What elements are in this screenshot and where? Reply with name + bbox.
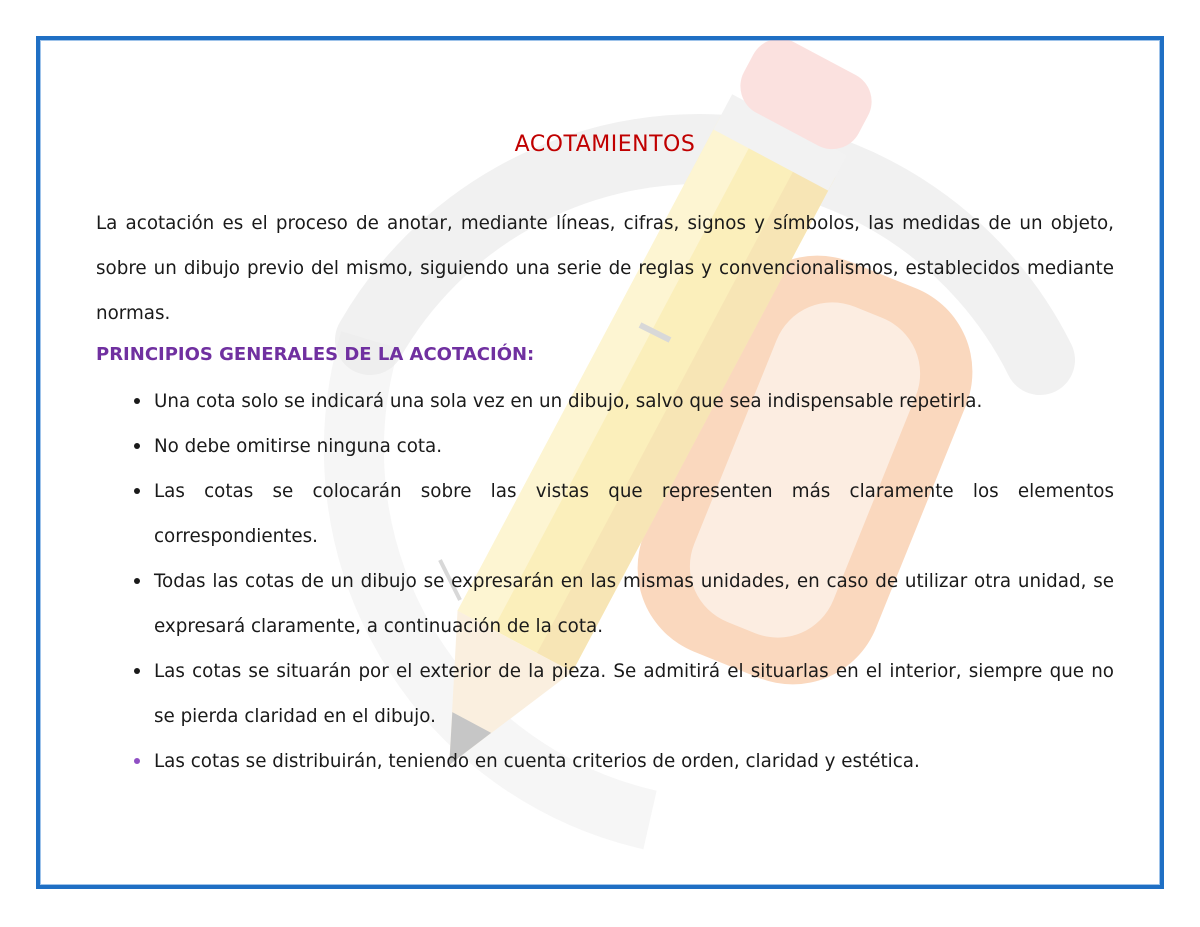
document-title: ACOTAMIENTOS xyxy=(514,132,696,157)
intro-paragraph: La acotación es el proceso de anotar, mediante líneas, cifras, signos y símbolos, las medidas de un objeto, sobre un dibujo previo del mismo, siguiendo una serie de reglas y convencionalismos, establecidos mediante normas. xyxy=(96,213,1114,324)
bullet-dot-icon xyxy=(134,758,140,764)
list-item xyxy=(134,649,1114,739)
list-item xyxy=(134,469,1114,559)
list-item-text: Las cotas se colocarán sobre las vistas que representen más claramente los elementos correspondientes. xyxy=(154,481,1114,547)
document-body xyxy=(96,132,1114,784)
list-item xyxy=(134,559,1114,649)
list-item-text: Todas las cotas de un dibujo se expresarán en las mismas unidades, en caso de utilizar otra unidad, se expresará claramente, a continuación de la cota. xyxy=(154,571,1114,637)
list-item-text: Una cota solo se indicará una sola vez en un dibujo, salvo que sea indispensable repetirla. xyxy=(154,391,983,412)
bullet-dot-icon xyxy=(134,668,140,674)
list-item xyxy=(134,379,1114,424)
principles-list xyxy=(96,379,1114,784)
section-heading: PRINCIPIOS GENERALES DE LA ACOTACIÓN: xyxy=(96,344,535,365)
bullet-dot-icon xyxy=(134,398,140,404)
page-frame xyxy=(36,36,1164,889)
list-item-text: Las cotas se situarán por el exterior de la pieza. Se admitirá el situarlas en el interior, siempre que no se pierda claridad en el dibujo. xyxy=(154,661,1114,727)
bullet-dot-icon xyxy=(134,578,140,584)
list-item-text: No debe omitirse ninguna cota. xyxy=(154,436,443,457)
list-item-text: Las cotas se distribuirán, teniendo en cuenta criterios de orden, claridad y estética. xyxy=(154,751,920,772)
bullet-dot-icon xyxy=(134,488,140,494)
list-item xyxy=(134,424,1114,469)
bullet-dot-icon xyxy=(134,443,140,449)
list-item xyxy=(134,739,1114,784)
